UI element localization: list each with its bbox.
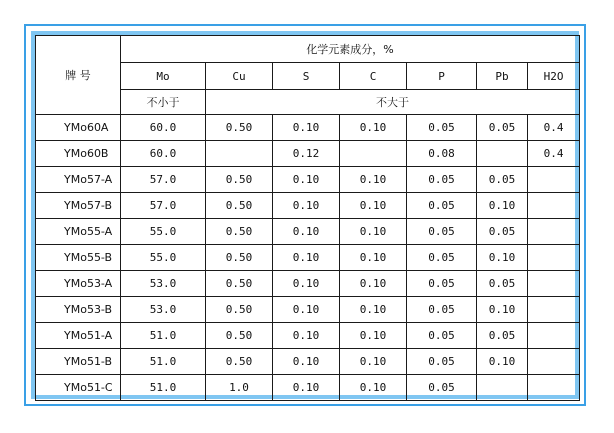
value-cell-pb: 0.10 [477,297,528,323]
value-cell-p: 0.08 [407,141,477,167]
value-cell-s: 0.10 [273,271,340,297]
value-cell-pb: 0.05 [477,115,528,141]
value-cell-cu: 1.0 [206,375,273,401]
brand-header: 牌 号 [36,36,121,115]
element-header-pb: Pb [477,63,528,90]
value-cell-p: 0.05 [407,245,477,271]
value-cell-h2o [528,271,580,297]
value-cell-s: 0.10 [273,115,340,141]
value-cell-p: 0.05 [407,323,477,349]
element-header-h2o: H2O [528,63,580,90]
grade-cell: YMo55-B [36,245,121,271]
header-row-title [36,36,580,63]
table-row [36,219,580,245]
value-cell-h2o [528,245,580,271]
element-header-s: S [273,63,340,90]
value-cell-s: 0.10 [273,167,340,193]
value-cell-s: 0.10 [273,245,340,271]
grade-cell: YMo57-B [36,193,121,219]
grade-cell: YMo55-A [36,219,121,245]
value-cell-p: 0.05 [407,349,477,375]
value-cell-cu: 0.50 [206,219,273,245]
value-cell-cu: 0.50 [206,193,273,219]
table-row [36,141,580,167]
table-row [36,375,580,401]
value-cell-s: 0.10 [273,349,340,375]
value-cell-p: 0.05 [407,219,477,245]
value-cell-h2o [528,323,580,349]
value-cell-h2o [528,193,580,219]
grade-cell: YMo53-B [36,297,121,323]
value-cell-mo: 53.0 [121,271,206,297]
grade-cell: YMo53-A [36,271,121,297]
value-cell-s: 0.10 [273,323,340,349]
value-cell-c: 0.10 [340,219,407,245]
element-header-mo: Mo [121,63,206,90]
value-cell-pb: 0.10 [477,245,528,271]
value-cell-s: 0.10 [273,375,340,401]
value-cell-mo: 60.0 [121,141,206,167]
element-header-p: P [407,63,477,90]
value-cell-pb: 0.10 [477,193,528,219]
value-cell-p: 0.05 [407,193,477,219]
value-cell-c: 0.10 [340,323,407,349]
grade-cell: YMo51-B [36,349,121,375]
grade-cell: YMo51-A [36,323,121,349]
value-cell-cu [206,141,273,167]
value-cell-h2o [528,349,580,375]
value-cell-h2o [528,219,580,245]
value-cell-cu: 0.50 [206,349,273,375]
value-cell-cu: 0.50 [206,297,273,323]
value-cell-p: 0.05 [407,375,477,401]
max-label: 不大于 [206,90,580,115]
value-cell-c: 0.10 [340,115,407,141]
value-cell-pb [477,375,528,401]
composition-table [35,35,580,401]
table-row [36,271,580,297]
value-cell-c: 0.10 [340,375,407,401]
value-cell-c: 0.10 [340,245,407,271]
grade-cell: YMo60A [36,115,121,141]
value-cell-c: 0.10 [340,297,407,323]
value-cell-s: 0.12 [273,141,340,167]
value-cell-c: 0.10 [340,349,407,375]
value-cell-mo: 57.0 [121,193,206,219]
element-header-c: C [340,63,407,90]
value-cell-mo: 55.0 [121,245,206,271]
value-cell-p: 0.05 [407,271,477,297]
value-cell-p: 0.05 [407,167,477,193]
value-cell-mo: 51.0 [121,375,206,401]
value-cell-cu: 0.50 [206,245,273,271]
value-cell-pb: 0.05 [477,219,528,245]
value-cell-cu: 0.50 [206,271,273,297]
table-row [36,297,580,323]
value-cell-h2o [528,375,580,401]
value-cell-c: 0.10 [340,167,407,193]
value-cell-p: 0.05 [407,297,477,323]
grade-cell: YMo51-C [36,375,121,401]
table-row [36,349,580,375]
table-row [36,323,580,349]
min-label: 不小于 [121,90,206,115]
value-cell-h2o: 0.4 [528,141,580,167]
value-cell-c: 0.10 [340,271,407,297]
value-cell-s: 0.10 [273,193,340,219]
value-cell-s: 0.10 [273,219,340,245]
value-cell-h2o [528,297,580,323]
value-cell-pb: 0.05 [477,323,528,349]
value-cell-cu: 0.50 [206,115,273,141]
value-cell-s: 0.10 [273,297,340,323]
value-cell-p: 0.05 [407,115,477,141]
table-row [36,167,580,193]
table-row [36,245,580,271]
value-cell-mo: 51.0 [121,323,206,349]
value-cell-mo: 57.0 [121,167,206,193]
value-cell-pb: 0.05 [477,271,528,297]
grade-cell: YMo60B [36,141,121,167]
value-cell-pb: 0.05 [477,167,528,193]
value-cell-mo: 51.0 [121,349,206,375]
value-cell-pb: 0.10 [477,349,528,375]
element-header-cu: Cu [206,63,273,90]
grade-cell: YMo57-A [36,167,121,193]
value-cell-cu: 0.50 [206,323,273,349]
value-cell-h2o: 0.4 [528,115,580,141]
composition-header: 化学元素成分，% [121,36,580,63]
value-cell-mo: 60.0 [121,115,206,141]
value-cell-pb [477,141,528,167]
value-cell-h2o [528,167,580,193]
value-cell-cu: 0.50 [206,167,273,193]
value-cell-mo: 53.0 [121,297,206,323]
table-row [36,115,580,141]
value-cell-mo: 55.0 [121,219,206,245]
value-cell-c: 0.10 [340,193,407,219]
table-row [36,193,580,219]
value-cell-c [340,141,407,167]
